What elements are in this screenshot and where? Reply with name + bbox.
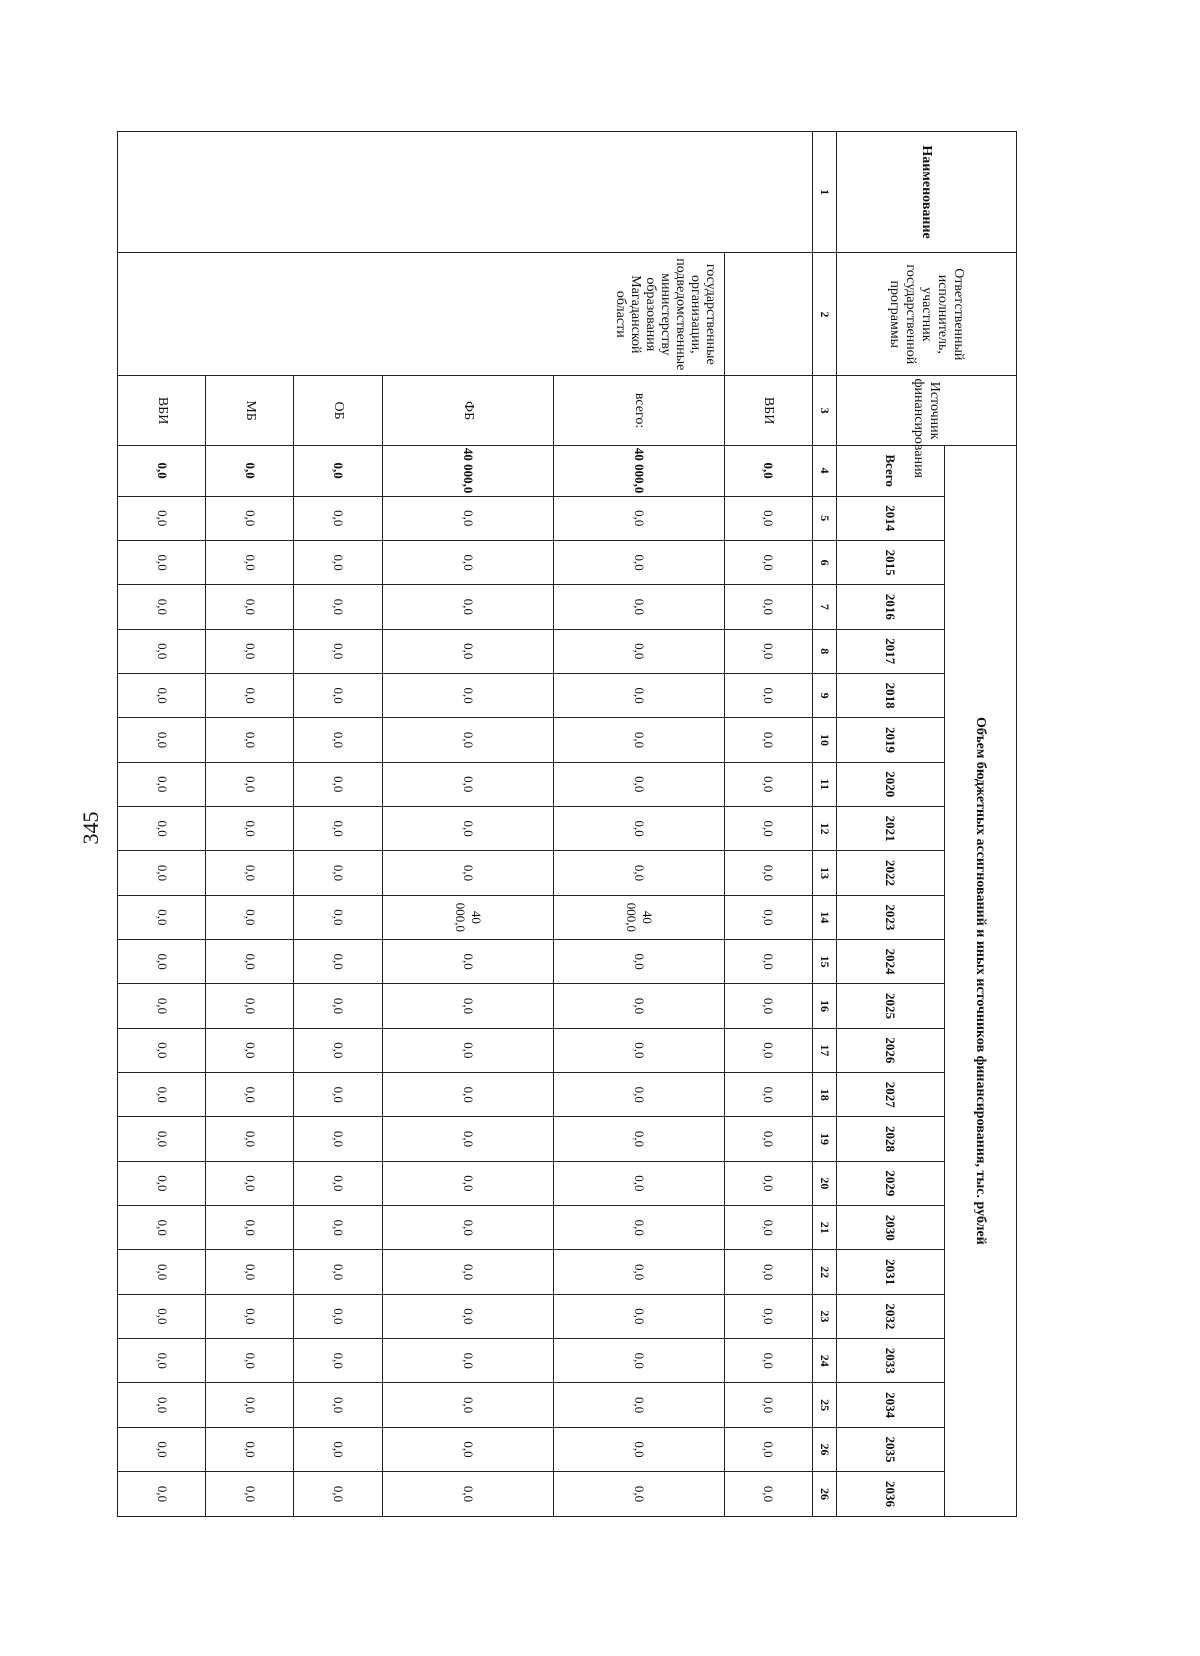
- value-cell: 0,0: [724, 496, 812, 540]
- source-cell: МБ: [206, 376, 294, 445]
- value-cell: 0,0: [118, 1383, 206, 1427]
- value-cell: 0,0: [294, 496, 382, 540]
- value-cell: 0,0: [553, 1250, 724, 1294]
- column-number: 5: [813, 496, 837, 540]
- value-cell: 0,0: [206, 1383, 294, 1427]
- value-cell: 0,0: [724, 1427, 812, 1471]
- header-year-2020: 2020: [837, 762, 945, 806]
- value-cell: 0,0: [118, 1206, 206, 1250]
- header-year-2026: 2026: [837, 1028, 945, 1072]
- value-cell: 0,0: [294, 984, 382, 1028]
- value-cell: 0,0: [382, 540, 553, 584]
- header-year-2030: 2030: [837, 1206, 945, 1250]
- value-cell: 0,0: [553, 1161, 724, 1205]
- value-cell: 40 000,0: [553, 895, 724, 939]
- value-cell: 0,0: [553, 1427, 724, 1471]
- column-number: 16: [813, 984, 837, 1028]
- column-number: 10: [813, 718, 837, 762]
- column-number: 1: [813, 132, 837, 253]
- value-cell: 0,0: [206, 806, 294, 850]
- header-name: Наименование: [837, 132, 1017, 253]
- column-number: 6: [813, 540, 837, 584]
- value-cell: 0,0: [382, 984, 553, 1028]
- header-year-2029: 2029: [837, 1161, 945, 1205]
- value-cell: 0,0: [118, 895, 206, 939]
- value-cell: 0,0: [118, 1427, 206, 1471]
- value-cell: 0,0: [724, 851, 812, 895]
- column-number: 17: [813, 1028, 837, 1072]
- value-cell: 0,0: [724, 939, 812, 983]
- page-number: 345: [78, 811, 103, 845]
- rotated-table-container: [117, 131, 1017, 1517]
- value-cell: 0,0: [553, 585, 724, 629]
- value-cell: 0,0: [553, 1206, 724, 1250]
- source-cell: ВБИ: [118, 376, 206, 445]
- header-year-2019: 2019: [837, 718, 945, 762]
- value-cell: 0,0: [294, 762, 382, 806]
- column-number: 15: [813, 939, 837, 983]
- header-year-2035: 2035: [837, 1427, 945, 1471]
- value-cell: 0,0: [294, 718, 382, 762]
- value-cell: 0,0: [206, 1028, 294, 1072]
- header-year-2025: 2025: [837, 984, 945, 1028]
- value-cell: 0,0: [724, 984, 812, 1028]
- value-cell: 0,0: [118, 1161, 206, 1205]
- value-cell: 0,0: [118, 1250, 206, 1294]
- value-cell: 0,0: [553, 1339, 724, 1383]
- value-cell: 0,0: [294, 1028, 382, 1072]
- column-number: 7: [813, 585, 837, 629]
- header-year-2017: 2017: [837, 629, 945, 673]
- value-cell: 0,0: [724, 540, 812, 584]
- value-cell: 0,0: [724, 1117, 812, 1161]
- value-cell: 0,0: [206, 851, 294, 895]
- value-cell: 0,0: [206, 895, 294, 939]
- value-cell: 0,0: [294, 1206, 382, 1250]
- value-cell: 0,0: [206, 1117, 294, 1161]
- value-cell: 0,0: [382, 496, 553, 540]
- value-cell: 0,0: [382, 718, 553, 762]
- value-cell: 0,0: [118, 1294, 206, 1338]
- value-cell: 0,0: [206, 984, 294, 1028]
- source-cell: ФБ: [382, 376, 553, 445]
- column-number: 2: [813, 253, 837, 376]
- header-year-2015: 2015: [837, 540, 945, 584]
- executor-cell: государственные организации, подведомственные министерству образования Магаданской области: [118, 253, 725, 376]
- value-cell: 0,0: [382, 673, 553, 717]
- column-number: 3: [813, 376, 837, 445]
- value-cell: 0,0: [206, 1294, 294, 1338]
- column-number: 8: [813, 629, 837, 673]
- header-year-2014: 2014: [837, 496, 945, 540]
- funding-table: [117, 131, 1017, 1517]
- value-cell: 0,0: [553, 851, 724, 895]
- source-cell: ВБИ: [724, 376, 812, 445]
- total-cell: 0,0: [294, 445, 382, 496]
- value-cell: 0,0: [294, 1073, 382, 1117]
- header-year-2033: 2033: [837, 1339, 945, 1383]
- column-number: 14: [813, 895, 837, 939]
- value-cell: 0,0: [118, 1073, 206, 1117]
- column-number: 4: [813, 445, 837, 496]
- value-cell: 0,0: [294, 851, 382, 895]
- column-number: 26: [813, 1472, 837, 1517]
- value-cell: 0,0: [724, 1472, 812, 1517]
- value-cell: 0,0: [553, 1073, 724, 1117]
- value-cell: 0,0: [118, 585, 206, 629]
- value-cell: 0,0: [382, 1028, 553, 1072]
- value-cell: 0,0: [206, 540, 294, 584]
- value-cell: 0,0: [294, 1161, 382, 1205]
- value-cell: 0,0: [118, 718, 206, 762]
- value-cell: 0,0: [206, 673, 294, 717]
- value-cell: 0,0: [206, 1427, 294, 1471]
- source-cell: всего:: [553, 376, 724, 445]
- table-wrapper: [117, 131, 1017, 1517]
- value-cell: 0,0: [294, 629, 382, 673]
- value-cell: 0,0: [382, 1161, 553, 1205]
- column-number: 23: [813, 1294, 837, 1338]
- column-number: 26: [813, 1427, 837, 1471]
- value-cell: 0,0: [118, 629, 206, 673]
- header-source: Источник финансирования: [837, 376, 1017, 445]
- value-cell: 0,0: [724, 673, 812, 717]
- header-funding-title: Объем бюджетных ассигнований и иных источников финансирования, тыс. рублей: [945, 445, 1017, 1516]
- value-cell: 0,0: [206, 1161, 294, 1205]
- value-cell: 0,0: [294, 1427, 382, 1471]
- value-cell: 0,0: [118, 496, 206, 540]
- value-cell: 0,0: [206, 496, 294, 540]
- total-cell: 0,0: [118, 445, 206, 496]
- column-number: 18: [813, 1073, 837, 1117]
- value-cell: 0,0: [206, 939, 294, 983]
- value-cell: 0,0: [206, 1250, 294, 1294]
- value-cell: 0,0: [294, 895, 382, 939]
- column-number: 21: [813, 1206, 837, 1250]
- table-row: [724, 132, 812, 1517]
- value-cell: 0,0: [118, 984, 206, 1028]
- column-number: 20: [813, 1161, 837, 1205]
- value-cell: 0,0: [382, 1250, 553, 1294]
- value-cell: 0,0: [724, 1383, 812, 1427]
- column-number: 25: [813, 1383, 837, 1427]
- value-cell: 40 000,0: [382, 895, 553, 939]
- value-cell: 0,0: [206, 762, 294, 806]
- header-year-2028: 2028: [837, 1117, 945, 1161]
- value-cell: 0,0: [724, 1250, 812, 1294]
- value-cell: 0,0: [553, 1294, 724, 1338]
- header-year-2018: 2018: [837, 673, 945, 717]
- value-cell: 0,0: [382, 851, 553, 895]
- header-year-2036: 2036: [837, 1472, 945, 1517]
- source-cell: ОБ: [294, 376, 382, 445]
- value-cell: 0,0: [382, 762, 553, 806]
- value-cell: 0,0: [118, 1117, 206, 1161]
- value-cell: 0,0: [382, 1073, 553, 1117]
- total-cell: 40 000,0: [382, 445, 553, 496]
- value-cell: 0,0: [206, 1339, 294, 1383]
- value-cell: 0,0: [553, 1472, 724, 1517]
- value-cell: 0,0: [118, 851, 206, 895]
- value-cell: 0,0: [118, 806, 206, 850]
- column-number: 12: [813, 806, 837, 850]
- value-cell: 0,0: [294, 673, 382, 717]
- value-cell: 0,0: [724, 806, 812, 850]
- value-cell: 0,0: [553, 629, 724, 673]
- executor-cell-empty: [724, 253, 812, 376]
- value-cell: 0,0: [382, 939, 553, 983]
- header-year-2034: 2034: [837, 1383, 945, 1427]
- value-cell: 0,0: [382, 806, 553, 850]
- value-cell: 0,0: [206, 585, 294, 629]
- value-cell: 0,0: [118, 1028, 206, 1072]
- value-cell: 0,0: [553, 673, 724, 717]
- header-year-2031: 2031: [837, 1250, 945, 1294]
- value-cell: 0,0: [206, 629, 294, 673]
- value-cell: 0,0: [382, 1472, 553, 1517]
- header-year-2032: 2032: [837, 1294, 945, 1338]
- value-cell: 0,0: [118, 540, 206, 584]
- value-cell: 0,0: [118, 762, 206, 806]
- value-cell: 0,0: [294, 1294, 382, 1338]
- header-year-2021: 2021: [837, 806, 945, 850]
- value-cell: 0,0: [294, 806, 382, 850]
- total-cell: 0,0: [724, 445, 812, 496]
- value-cell: 0,0: [553, 1028, 724, 1072]
- header-year-2024: 2024: [837, 939, 945, 983]
- value-cell: 0,0: [553, 939, 724, 983]
- value-cell: 0,0: [118, 673, 206, 717]
- value-cell: 0,0: [382, 629, 553, 673]
- value-cell: 0,0: [724, 718, 812, 762]
- value-cell: 0,0: [294, 1117, 382, 1161]
- value-cell: 0,0: [382, 1206, 553, 1250]
- value-cell: 0,0: [724, 1206, 812, 1250]
- value-cell: 0,0: [382, 1427, 553, 1471]
- column-number: 22: [813, 1250, 837, 1294]
- value-cell: 0,0: [553, 984, 724, 1028]
- value-cell: 0,0: [206, 718, 294, 762]
- value-cell: 0,0: [294, 1383, 382, 1427]
- value-cell: 0,0: [206, 1206, 294, 1250]
- value-cell: 0,0: [724, 1294, 812, 1338]
- value-cell: 0,0: [553, 806, 724, 850]
- value-cell: 0,0: [382, 1339, 553, 1383]
- value-cell: 0,0: [724, 1028, 812, 1072]
- name-cell: [118, 132, 813, 253]
- value-cell: 0,0: [724, 1161, 812, 1205]
- value-cell: 0,0: [553, 1117, 724, 1161]
- value-cell: 0,0: [118, 1339, 206, 1383]
- value-cell: 0,0: [294, 585, 382, 629]
- header-executor: Ответственный исполнитель, участник государственной программы: [837, 253, 1017, 376]
- value-cell: 0,0: [294, 1250, 382, 1294]
- header-year-2023: 2023: [837, 895, 945, 939]
- value-cell: 0,0: [382, 1294, 553, 1338]
- header-year-2016: 2016: [837, 585, 945, 629]
- value-cell: 0,0: [553, 540, 724, 584]
- value-cell: 0,0: [724, 895, 812, 939]
- value-cell: 0,0: [382, 585, 553, 629]
- total-cell: 40 000,0: [553, 445, 724, 496]
- value-cell: 0,0: [724, 1073, 812, 1117]
- value-cell: 0,0: [724, 585, 812, 629]
- column-number: 9: [813, 673, 837, 717]
- value-cell: 0,0: [724, 629, 812, 673]
- column-number: 13: [813, 851, 837, 895]
- value-cell: 0,0: [294, 1339, 382, 1383]
- column-number: 19: [813, 1117, 837, 1161]
- value-cell: 0,0: [724, 762, 812, 806]
- header-year-2022: 2022: [837, 851, 945, 895]
- value-cell: 0,0: [294, 1472, 382, 1517]
- value-cell: 0,0: [118, 1472, 206, 1517]
- value-cell: 0,0: [206, 1073, 294, 1117]
- value-cell: 0,0: [382, 1117, 553, 1161]
- total-cell: 0,0: [206, 445, 294, 496]
- value-cell: 0,0: [724, 1339, 812, 1383]
- column-number: 11: [813, 762, 837, 806]
- value-cell: 0,0: [553, 1383, 724, 1427]
- table-row: [553, 132, 724, 1517]
- value-cell: 0,0: [553, 496, 724, 540]
- value-cell: 0,0: [382, 1383, 553, 1427]
- column-number: 24: [813, 1339, 837, 1383]
- value-cell: 0,0: [118, 939, 206, 983]
- value-cell: 0,0: [294, 939, 382, 983]
- value-cell: 0,0: [553, 762, 724, 806]
- header-total: Всего: [837, 445, 945, 496]
- header-year-2027: 2027: [837, 1073, 945, 1117]
- value-cell: 0,0: [553, 718, 724, 762]
- value-cell: 0,0: [294, 540, 382, 584]
- value-cell: 0,0: [206, 1472, 294, 1517]
